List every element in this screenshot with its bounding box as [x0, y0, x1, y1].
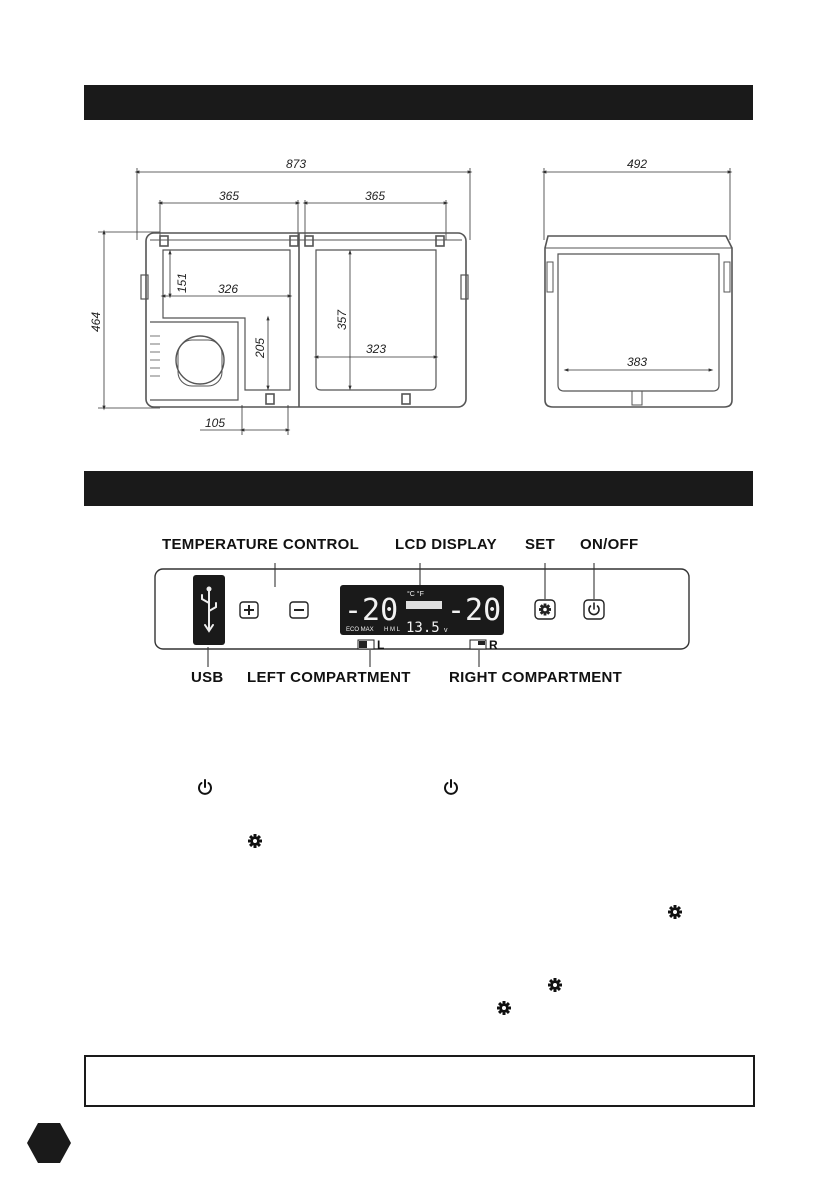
gear-icon: [496, 1000, 512, 1016]
dim-side-inner: 383: [626, 355, 648, 369]
gear-icon: [247, 833, 263, 849]
page-number-badge: [27, 1123, 71, 1163]
lcd-voltage-suffix: v: [444, 627, 448, 634]
label-temperature-control: TEMPERATURE CONTROL: [162, 536, 360, 553]
dimension-drawing: [84, 150, 764, 440]
dim-height: 464: [89, 311, 103, 333]
dim-right-inner: 365: [364, 189, 386, 203]
minus-icon[interactable]: [290, 602, 308, 618]
gear-icon[interactable]: [535, 600, 555, 619]
lcd-left-temp: -20: [344, 593, 399, 628]
note-box: [84, 1055, 755, 1107]
label-usb: USB: [191, 669, 224, 686]
dim-overall-width: 873: [285, 157, 307, 171]
left-compartment-indicator: [358, 638, 384, 652]
power-icon[interactable]: [584, 600, 604, 619]
front-view: [141, 233, 468, 407]
right-tag: R: [489, 638, 498, 652]
label-right-compartment: RIGHT COMPARTMENT: [449, 669, 623, 686]
dim-comp-depth: 205: [253, 337, 267, 359]
lcd-right-temp: -20: [447, 593, 502, 628]
label-left-compartment: LEFT COMPARTMENT: [247, 669, 411, 686]
label-lcd-display: LCD DISPLAY: [395, 536, 497, 553]
gear-icon: [547, 977, 563, 993]
lcd-display: [340, 585, 504, 636]
dim-step-height: 151: [175, 272, 189, 294]
label-on-off: ON/OFF: [580, 536, 639, 553]
plus-icon[interactable]: [240, 602, 258, 618]
lcd-modes: ECO MAX: [346, 627, 374, 633]
gear-icon: [667, 904, 683, 920]
power-icon: [442, 778, 460, 796]
side-view: [545, 236, 732, 407]
usb-icon[interactable]: [193, 575, 225, 645]
control-panel: [150, 555, 695, 670]
power-icon: [196, 778, 214, 796]
lcd-bar: [406, 601, 442, 609]
dim-left-inner: 365: [218, 189, 240, 203]
left-tag: L: [377, 638, 385, 652]
right-compartment-indicator: [470, 638, 498, 652]
dim-right-depth: 357: [335, 309, 349, 331]
label-set: SET: [525, 536, 556, 553]
dim-right-width: 323: [365, 342, 387, 356]
lcd-units: °C °F: [407, 591, 424, 598]
dim-side-width: 492: [626, 157, 648, 171]
section-header-panel: [84, 471, 753, 506]
lcd-voltage: 13.5: [406, 620, 440, 636]
dim-foot: 105: [204, 416, 226, 430]
lcd-levels: H M L: [384, 627, 401, 633]
section-header-dimensions: [84, 85, 753, 120]
dim-step-width: 326: [217, 282, 239, 296]
